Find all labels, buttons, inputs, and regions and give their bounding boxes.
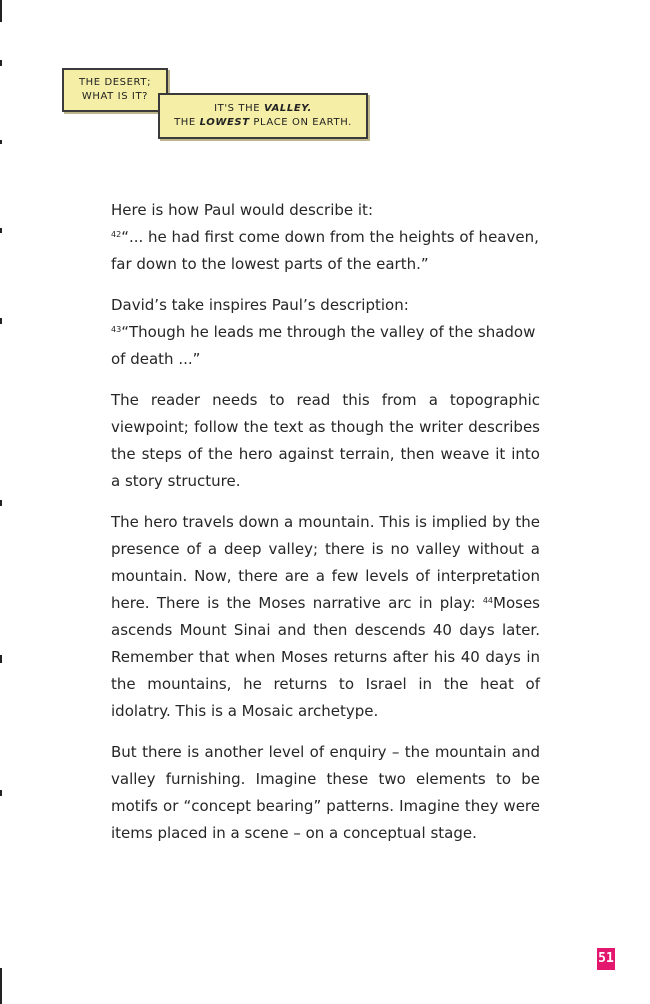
paragraph-hero-mountain: The hero travels down a mountain. This is implied by the presence of a deep valley; there is no valley without a mountain. Now, there are a few levels of interpretation here. There is the Moses narrative arc in play: $^{44}$Moses ascends Mount Sinai and then descends 40 days later. Remember that when Moses returns after his 40 days in the mountains, he returns to Israel in the heat of idolatry. This is a Mosaic archetype. [111, 513, 540, 720]
page-binding-edge [0, 0, 4, 1004]
paragraph-paul [111, 197, 540, 278]
caption-question-line1: THE DESERT; [78, 77, 152, 88]
paragraph-david [111, 292, 540, 373]
paragraph-topographic: The reader needs to read this from a topographic viewpoint; follow the text as though the writer describes the steps of the hero against terrain, then weave it into a story structure. [111, 391, 540, 490]
paragraph-david-quote: $^{43}$“Though he leads me through the valley of the shadow of death ...” [111, 323, 536, 368]
paragraph-david-intro: David’s take inspires Paul’s description: [111, 296, 409, 314]
caption-answer-line2: THE LOWEST PLACE ON EARTH. [174, 117, 352, 128]
caption-question-line2: WHAT IS IT? [81, 91, 149, 102]
page-number-badge: 51 [597, 948, 615, 970]
caption-answer-line1: IT'S THE VALLEY. [214, 103, 312, 114]
caption-box-question [62, 68, 168, 112]
footnote-marker: 42 [111, 230, 122, 239]
footnote-marker: 43 [111, 325, 122, 334]
footnote-marker: 44 [482, 596, 494, 605]
body-text [111, 197, 540, 861]
paragraph-paul-quote: $^{42}$“... he had first come down from the heights of heaven, far down to the lowest parts of the earth.” [111, 228, 539, 273]
paragraph-enquiry: But there is another level of enquiry – the mountain and valley furnishing. Imagine these two elements to be motifs or “concept bearing” patterns. Imagine they were items placed in a scene – on a conceptual stage. [111, 743, 540, 842]
caption-box-answer [158, 93, 368, 139]
paragraph-paul-intro: Here is how Paul would describe it: [111, 201, 373, 219]
